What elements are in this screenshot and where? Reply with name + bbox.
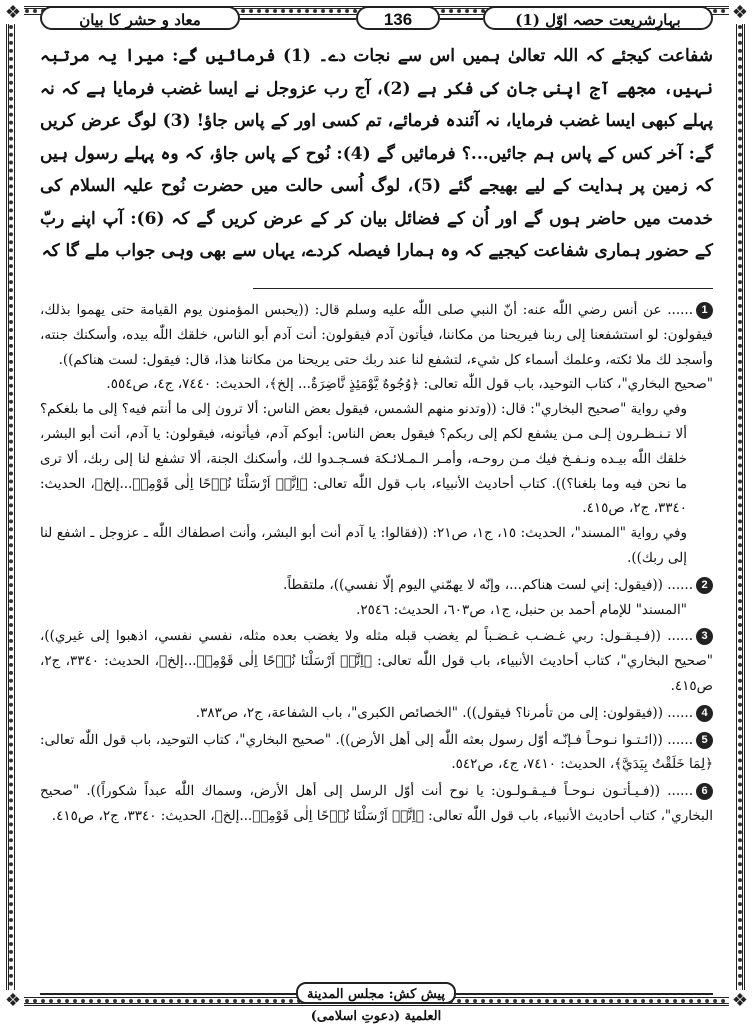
footnote-text: ...... ((فـيـقـول: ربي غـضـب غـضـباً لم يغضب قبله مثله ولا يغضب بعده مثله، نفسي نفسي، اذهبوا إلى غيري))، "صحيح البخاري"، كتاب أحاديث الأنبياء، باب قول اللّٰه تعالى: ﴿اِنَّاۤ اَرْسَلْنَا نُوۡحًا اِلٰى قَوْمِهٖ...إلخ﴾، الحديث: ٣٣٤٠، ج٢، ص٤١٥.: [40, 628, 713, 694]
footnote-text: ...... ((ائـتـوا نـوحـاً فـإنّـه أوّل رسول بعثه اللّٰه إلى أهل الأرض)). "صحيح البخاري"، كتاب التوحيد، باب قول اللّٰه تعالى: ﴿لِمَا خَلَقْتُ بِيَدَيَّ﴾، الحديث: ٧٤١٠، ج٤، ص٥٤٢.: [40, 731, 713, 773]
footnote-text: ...... ((فـيـأتـون نـوحـاً فـيـقـولـون: يا نوح أنت أوّل الرسل إلى أهل الأرض، وسماك اللّٰه عبداً شكوراً)). "صحيح البخاري"، كتاب أحاديث الأنبياء، باب قول اللّٰه تعالى: ﴿اِنَّاۤ اَرْسَلْنَا نُوۡحًا اِلٰى قَوْمِهٖ...إلخ﴾، الحديث: ٣٣٤٠، ج٢، ص٤١٥.: [40, 783, 713, 824]
footnote-text: ...... ((فيقولون: إلى من تأمرنا؟ فيقول)). "الخصائص الكبرى"، باب الشفاعة، ج٢، ص٣٨٣.: [195, 704, 693, 721]
footnote-number-badge: 2: [696, 577, 713, 594]
footnote-3: [40, 624, 713, 698]
footnote-divider: [253, 288, 713, 289]
footer-rule: [456, 993, 713, 995]
publisher-label: پیش کش: مجلس المدينة العلمية (دعوتِ اسلامی): [296, 982, 456, 1004]
page-footer: [40, 982, 713, 1024]
footnote-citation: "المسند" للإمام أحمد بن حنبل، ج١، ص٦٠٣، الحديث: ٢٥٤٦.: [356, 601, 687, 618]
footer-rule: [40, 993, 296, 995]
footnote-number-badge: 1: [696, 302, 713, 319]
page-header: [40, 6, 713, 32]
footnote-text: ...... ((فيقول: إني لست هناكم...، وإنّه لا يهمّني اليوم إلّا نفسي))، ملتقطاً.: [283, 576, 693, 593]
main-text-block: [40, 40, 713, 268]
footnote-number-badge: 6: [696, 783, 713, 800]
corner-ornament: ❖: [729, 990, 751, 1012]
footnote-number-badge: 4: [696, 705, 713, 722]
corner-ornament: ❖: [2, 2, 24, 24]
footnote-1: [40, 298, 713, 571]
page-number: 136: [356, 6, 440, 30]
footnote-6: [40, 779, 713, 829]
chapter-title: معاد و حشر کا بیان: [40, 6, 240, 30]
book-title: بہارِشریعت حصہ اوّل (1): [483, 6, 713, 30]
corner-ornament: ❖: [729, 2, 751, 24]
footnotes: [40, 298, 713, 831]
corner-ornament: ❖: [2, 990, 24, 1012]
header-rule: [440, 18, 483, 20]
footnote-text: وفي رواية "صحيح البخاري": قال: ((وتدنو منهم الشمس، فيقول بعض الناس: ألا ترون إلى ما أنتم فيه؟ إلى ما بلغكم؟ ألا تـنـظـرون إلـى مـن يشفع لكم إلى ربكم؟ فيقول بعض الناس: أبوكم آدم، فيأتونه، فيقولون: يا آدم، أنت أبو البشر، خلقك اللّٰه بيـده ونـفـخ فيك مـن روحـه، وأمـر الـمـلائـكة فسـجـدوا لك، وأسكنك الجنة، ألا تشفع لنا إلى ربك، ألا ترى ما نحن فيه وما بلغنا؟)). كتاب أحاديث الأنبياء، باب قول اللّٰه تعالى: ﴿اِنَّاۤ اَرْسَلْنَا نُوۡحًا اِلٰى قَوْمِهٖ...إلخ﴾، الحديث: ٣٣٤٠، ج٢، ص٤١٥.: [40, 401, 687, 517]
footnote-text: وفي رواية "المسند"، الحديث: ١٥، ج١، ص٢١: ((فقالوا: يا آدم أنت أبو البشر، وأنت اصطفاك اللّٰه ـ عزوجل ـ اشفع لنا إلى ربك)).: [40, 525, 687, 566]
footnote-2: [40, 573, 713, 623]
main-paragraph: شفاعت کیجئے کہ اللہ تعالیٰ ہمیں اس سے نجات دے۔ (1) فرمائیں گے: میرا یہ مرتبہ نہیں، مجھے آج اپنی جان کی فکر ہے (2)، آج رب عزوجل نے ایسا غضب فرمایا ہے کہ نہ پہلے کبھی ایسا غضب فرمایا، نہ آئندہ فرمائے، تم کسی اور کے پاس جاؤ! (3) لوگ عرض کریں گے: آخر کس کے پاس ہم جائیں...؟ فرمائیں گے (4): نُوح کے پاس جاؤ، کہ وہ پہلے رسول ہیں کہ زمین پر ہدایت کے لیے بھیجے گئے (5)، لوگ اُسی حالت میں حضرت نُوح علیہ السلام کی خدمت میں حاضر ہوں گے اور اُن کے فضائل بیان کر کے عرض کریں گے کہ (6): آپ اپنے ربّ کے حضور ہماری شفاعت کیجیے کہ وہ ہمارا فیصلہ کردے، یہاں سے بھی وہی جواب ملے گا کہ: [40, 46, 714, 261]
footnote-4: [40, 701, 713, 726]
footnote-text: ...... عن أنس رضي اللّٰه عنه: أنّ النبي صلى اللّٰه عليه وسلم قال: ((يحبس المؤمنون يوم القيامة حتى يهموا بذلك، فيقولون: لو استشفعنا إلى ربنا فيريحنا من مكاننا، فيأتون آدم فيقولون: أنت آدم أبو الناس، خلقك اللّٰه بيده، وأسكنك جنته، وأسجد لك ملا ئكته، وعلمك أسماء كل شيء، لتشفع لنا عند ربك حتى يريحنا من مكاننا هذا، قال: فيقول: لست هناكم)).: [40, 302, 713, 368]
footnote-5: [40, 728, 713, 778]
footnote-number-badge: 3: [696, 628, 713, 645]
header-rule: [240, 18, 356, 20]
footnote-number-badge: 5: [696, 732, 713, 749]
footnote-citation: "صحيح البخاري"، كتاب التوحيد، باب قول اللّٰه تعالى: ﴿وُجُوهٌ يَّوْمَئِذٍ نَّاضِرَةٌ... إلخ﴾، الحديث: ٧٤٤٠، ج٤، ص٥٥٤.: [106, 376, 713, 393]
